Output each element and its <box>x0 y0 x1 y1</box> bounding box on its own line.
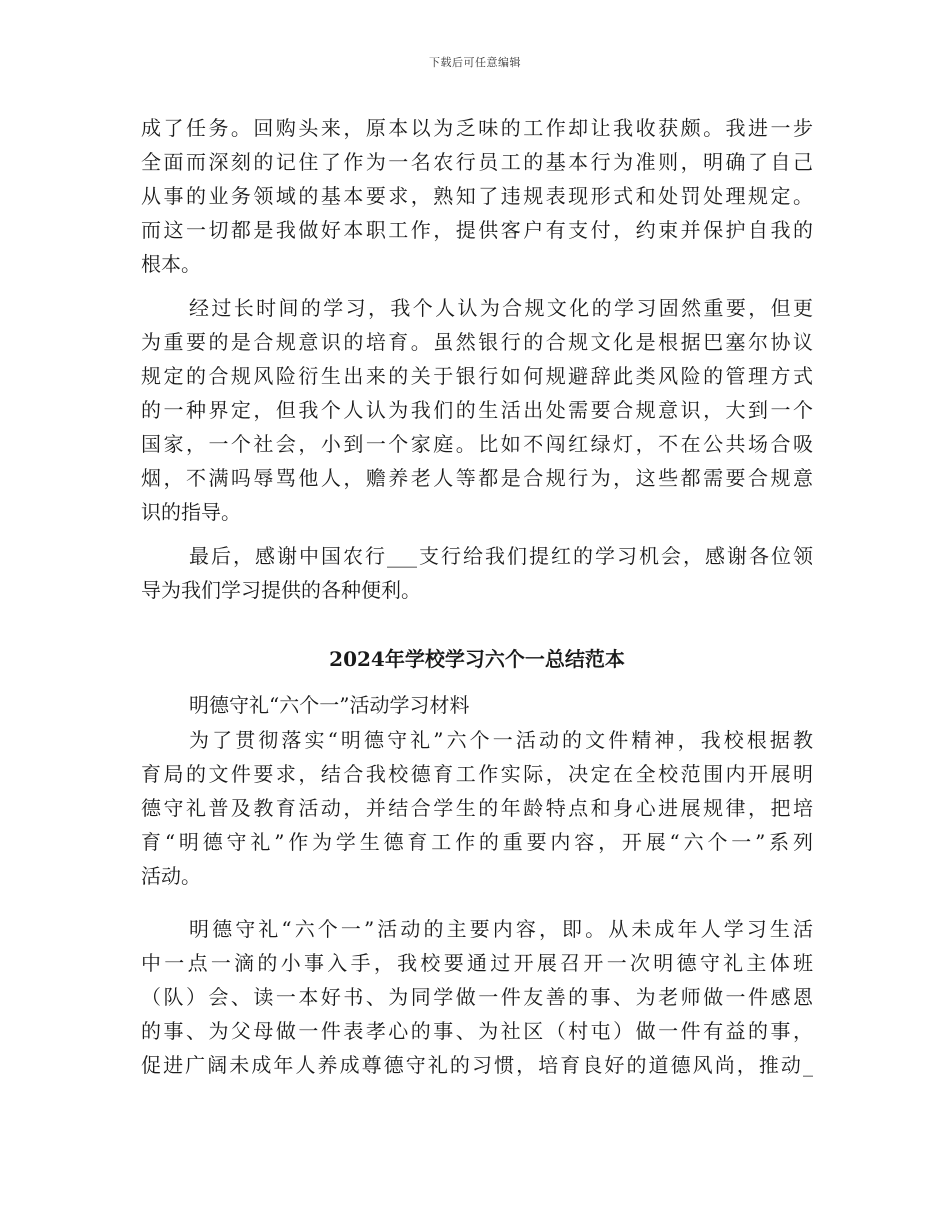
text-line: 为重要的是合规意识的培育。虽然银行的合规文化是根据巴塞尔协议 <box>141 330 813 354</box>
text-line: 识的指导。 <box>141 500 241 524</box>
text-line: 经过长时间的学习，我个人认为合规文化的学习固然重要，但更 <box>189 296 813 320</box>
text-line: 明德守礼“六个一”活动的主要内容，即。从未成年人学习生活 <box>189 917 813 941</box>
text-line: 根本。 <box>141 252 201 276</box>
text-line: 活动。 <box>141 864 201 888</box>
text-line: 中一点一滴的小事入手，我校要通过开展召开一次明德守礼主体班 <box>141 951 813 975</box>
text-line: 德守礼普及教育活动，并结合学生的年龄特点和身心进展规律，把培 <box>141 796 813 820</box>
text-line: 规定的合规风险衍生出来的关于银行如何规避辞此类风险的管理方式 <box>141 364 813 388</box>
text-line: 而这一切都是我做好本职工作，提供客户有支付，约束并保护自我的 <box>141 218 813 242</box>
text-line: 国家，一个社会，小到一个家庭。比如不闯红绿灯，不在公共场合吸 <box>141 432 813 456</box>
section-title: 2024年学校学习六个一总结范本 <box>329 647 625 671</box>
text-line: 从事的业务领域的基本要求，熟知了违规表现形式和处罚处理规定。 <box>141 184 813 208</box>
text-line: 全面而深刻的记住了作为一名农行员工的基本行为准则，明确了自己 <box>141 150 813 174</box>
page-header: 下载后可任意编辑 <box>429 56 521 69</box>
text-line: 的一种界定，但我个人认为我们的生活出处需要合规意识，大到一个 <box>141 398 813 422</box>
text-line: 最后，感谢中国农行___支行给我们提红的学习机会，感谢各位领 <box>189 544 813 568</box>
text-line: 促进广阔未成年人养成尊德守礼的习惯，培育良好的道德风尚，推动_ <box>141 1053 813 1077</box>
text-line: 育“明德守礼”作为学生德育工作的重要内容，开展“六个一”系列 <box>141 830 813 854</box>
text-line: 育局的文件要求，结合我校德育工作实际，决定在全校范围内开展明 <box>141 762 813 786</box>
text-line: 成了任务。回购头来，原本以为乏味的工作却让我收获颇。我进一步 <box>141 116 813 140</box>
text-line: 明德守礼“六个一”活动学习材料 <box>189 693 470 717</box>
text-line: 为了贯彻落实“明德守礼”六个一活动的文件精神，我校根据教 <box>189 728 813 752</box>
text-line: 烟，不满吗辱骂他人，赡养老人等都是合规行为，这些都需要合规意 <box>141 466 813 490</box>
text-line: 的事、为父母做一件表孝心的事、为社区（村屯）做一件有益的事， <box>141 1019 813 1043</box>
text-line: 导为我们学习提供的各种便利。 <box>141 578 421 602</box>
text-line: （队）会、读一本好书、为同学做一件友善的事、为老师做一件感恩 <box>141 985 813 1009</box>
